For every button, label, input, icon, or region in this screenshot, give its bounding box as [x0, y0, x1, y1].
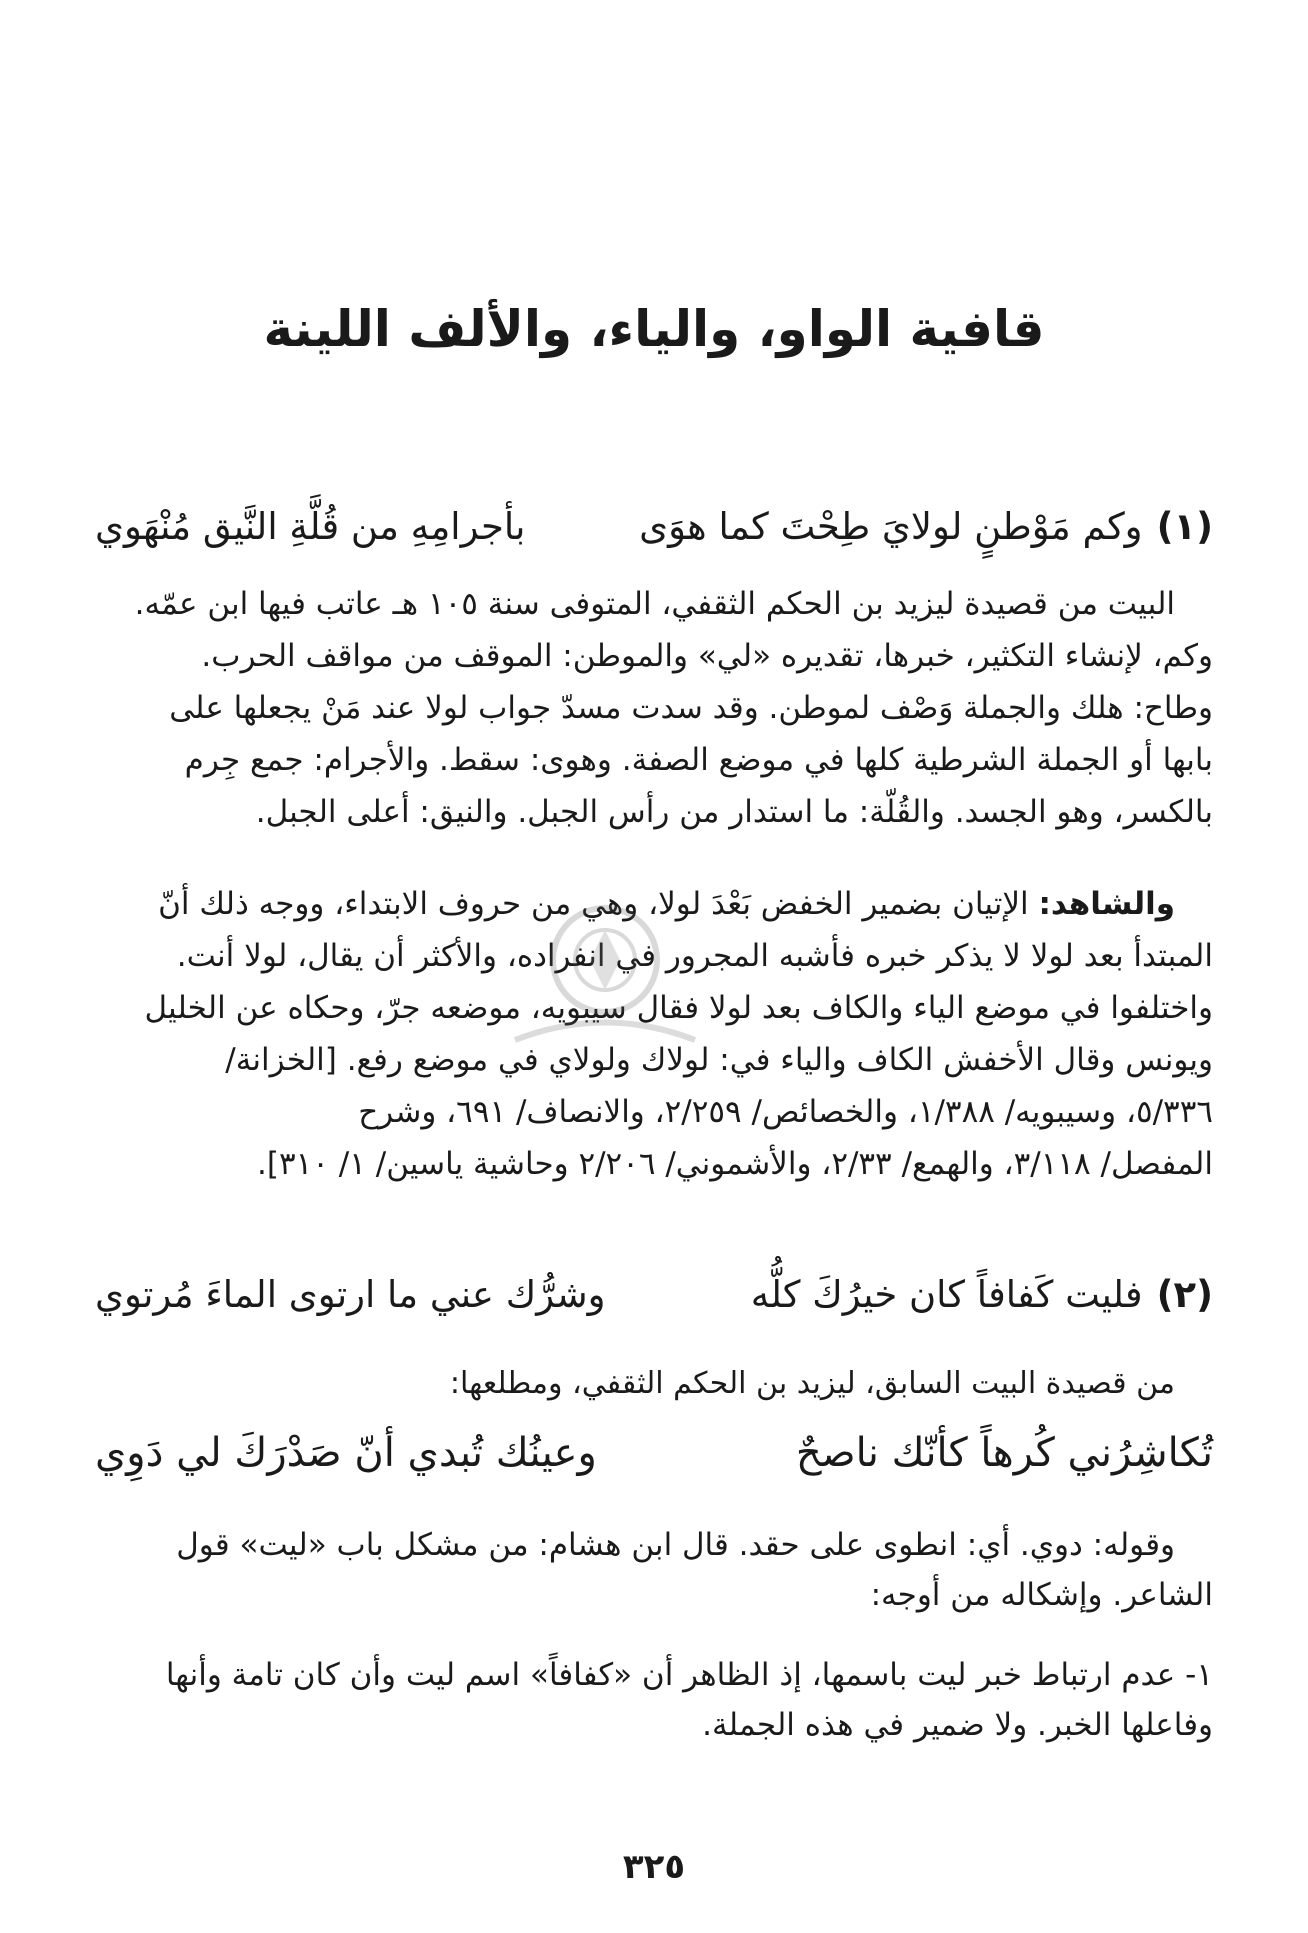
point-1	[95, 1650, 1213, 1750]
commentary-line: وكم، لإنشاء التكثير، خبرها، تقديره «لي» والموطن: الموقف من مواقف الحرب.	[201, 638, 1213, 674]
verse-2	[95, 1273, 1213, 1316]
verse-2-intro: من قصيدة البيت السابق، ليزيد بن الحكم الثقفي، ومطلعها:	[449, 1366, 1175, 1401]
commentary-line: وقوله: دوي. أي: انطوى على حقد. قال ابن هشام: من مشكل باب «ليت» قول	[176, 1527, 1175, 1563]
commentary-line: ٥/٣٣٦، وسيبويه/ ١/٣٨٨، والخصائص/ ٢/٢٥٩، والانصاف/ ٦٩١، وشرح	[358, 1094, 1213, 1130]
hemistich: تُكاشِرُني كُرهاً كأنّك ناصحٌ	[795, 1430, 1213, 1476]
verse-1	[95, 505, 1213, 548]
commentary-2	[95, 1520, 1213, 1620]
evidence-label: والشاهد:	[1038, 886, 1175, 922]
opening-verse	[95, 1430, 1213, 1476]
commentary-line: الشاعر. وإشكاله من أوجه:	[870, 1577, 1213, 1613]
commentary-line: بالكسر، وهو الجسد. والقُلّة: ما استدار من رأس الجبل. والنيق: أعلى الجبل.	[255, 794, 1213, 830]
hemistich: وكم مَوْطنٍ لولايَ طِحْتَ كما هوَى	[639, 505, 1143, 548]
commentary-line: بابها أو الجملة الشرطية كلها في موضع الصفة. وهوى: سقط. والأجرام: جمع جِرم	[184, 742, 1213, 778]
verse-number: (١)	[1156, 505, 1213, 548]
verse-2-first-half	[751, 1273, 1213, 1316]
commentary-line: المفصل/ ٣/١١٨، والهمع/ ٢/٣٣، والأشموني/ ٢/٢٠٦ وحاشية ياسين/ ١/ ٣١٠].	[257, 1146, 1213, 1182]
evidence-text: الإتيان بضمير الخفض بَعْدَ لولا، وهي من حروف الابتداء، ووجه ذلك أنّ	[158, 886, 1029, 922]
commentary-line: وطاح: هلك والجملة وَصْف لموطن. وقد سدت مسدّ جواب لولا عند مَنْ يجعلها على	[169, 690, 1213, 726]
chapter-title: قافية الواو، والياء، والألف اللينة	[263, 300, 1045, 358]
hemistich: بأجرامِهِ من قُلَّةِ النَّيق مُنْهَوي	[95, 505, 526, 548]
library-seal-watermark-icon	[495, 890, 715, 1050]
commentary-line: واختلفوا في موضع الياء والكاف بعد لولا فقال سيبويه، موضعه جرّ، وحكاه عن الخليل	[144, 990, 1213, 1026]
commentary-line: ١- عدم ارتباط خبر ليت باسمها، إذ الظاهر أن «كفافاً» اسم ليت وأن كان تامة وأنها	[165, 1657, 1213, 1693]
hemistich: وشرُّك عني ما ارتوى الماءَ مُرتوي	[95, 1273, 606, 1316]
hemistich: وعينُك تُبدي أنّ صَدْرَكَ لي دَوِي	[95, 1430, 597, 1476]
page-number: ٣٢٥	[622, 1847, 686, 1887]
commentary-line: وفاعلها الخبر. ولا ضمير في هذه الجملة.	[702, 1707, 1213, 1743]
verse-1-first-half	[639, 505, 1213, 548]
commentary-1	[95, 578, 1213, 838]
commentary-line: البيت من قصيدة ليزيد بن الحكم الثقفي، المتوفى سنة ١٠٥ هـ عاتب فيها ابن عمّه.	[134, 586, 1175, 622]
commentary-line: ويونس وقال الأخفش الكاف والياء في: لولاك ولولاي في موضع رفع. [الخزانة/	[225, 1042, 1213, 1078]
verse-number: (٢)	[1156, 1273, 1213, 1316]
commentary-line: المبتدأ بعد لولا لا يذكر خبره فأشبه المجرور في انفراده، والأكثر أن يقال، لولا أنت.	[176, 938, 1213, 974]
hemistich: فليت كَفافاً كان خيرُكَ كلُّه	[750, 1273, 1143, 1316]
